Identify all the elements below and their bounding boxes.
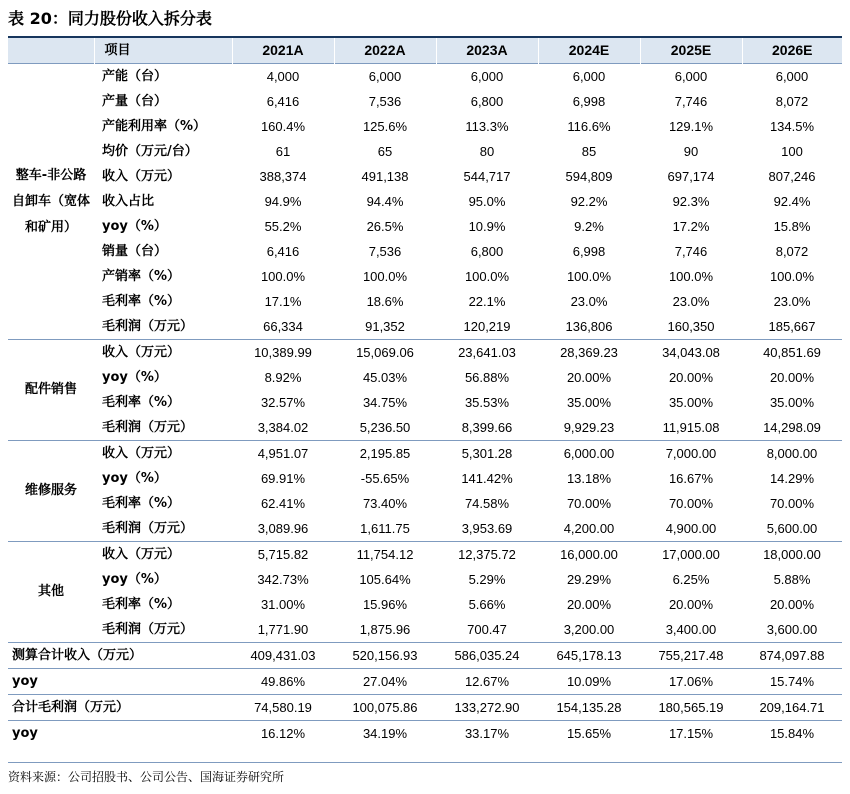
group-label: 其他 [8,542,94,643]
value-cell: 20.00% [668,370,714,385]
value-cell: 26.5% [366,219,404,234]
value-cell: 8,072 [775,94,809,109]
value-cell: 125.6% [362,119,408,134]
source-note: 资料来源：公司招股书、公司公告、国海证券研究所 [8,770,285,784]
header-blank-cell [8,38,94,64]
row-label: yoy（%） [102,471,167,486]
value-cell: 5,715.82 [232,542,334,568]
value-cell: 141.42% [461,471,513,486]
value-cell: 7,746 [674,244,708,259]
value-cell: 73.40% [362,496,408,511]
row-label: 产销率（%） [102,269,181,284]
value-cell: 20.00% [769,597,815,612]
value-cell: 15.8% [773,219,811,234]
group-label: 维修服务 [8,441,94,542]
value-cell: 8.92% [264,370,302,385]
value-cell: 49.86% [232,669,334,695]
total-row [8,643,842,669]
table-row [8,239,842,264]
header-year: 2023A [436,38,538,64]
row-label: 销量（台） [102,244,168,259]
value-cell: 32.57% [260,395,306,410]
value-cell: 10,389.99 [232,340,334,366]
table-row [8,289,842,314]
group-label: 配件销售 [8,340,94,441]
value-cell: 6,998 [572,94,606,109]
value-cell: 70.00% [668,496,714,511]
row-label: 毛利率（%） [102,496,181,511]
value-cell: 20.00% [566,597,612,612]
value-cell: 4,951.07 [232,441,334,467]
value-cell: 134.5% [769,119,815,134]
value-cell: 6,800 [470,244,504,259]
value-cell: 23,641.03 [436,340,538,366]
value-cell: 85 [581,144,597,159]
value-cell: 34,043.08 [640,340,742,366]
total-row [8,695,842,721]
table-row [8,542,842,568]
total-label: yoy [8,721,232,747]
table-row [8,592,842,617]
value-cell: 29.29% [566,572,612,587]
value-cell: 755,217.48 [640,643,742,669]
value-cell: 120,219 [463,319,511,334]
value-cell: 92.2% [570,194,608,209]
table-row [8,415,842,441]
value-cell: 105.64% [359,572,411,587]
total-label: 合计毛利润（万元） [8,695,232,721]
row-label: 毛利润（万元） [102,420,194,435]
value-cell: 6,416 [266,94,300,109]
value-cell: 544,717 [463,169,511,184]
value-cell: 70.00% [566,496,612,511]
value-cell: 34.75% [362,395,408,410]
value-cell: 70.00% [769,496,815,511]
value-cell: 160,350 [667,319,715,334]
table-title: 表 20：同力股份收入拆分表 [8,9,212,28]
total-label: yoy [8,669,232,695]
value-cell: 35.53% [464,395,510,410]
table-row [8,365,842,390]
value-cell: 31.00% [260,597,306,612]
value-cell: 17.1% [264,294,302,309]
value-cell: 6,416 [266,244,300,259]
table-row [8,139,842,164]
value-cell: 55.2% [264,219,302,234]
value-cell: 807,246 [768,169,816,184]
value-cell: 100.0% [566,269,612,284]
value-cell: 90 [683,144,699,159]
value-cell: 33.17% [436,721,538,747]
value-cell: 7,536 [368,94,402,109]
value-cell: 14.29% [769,471,815,486]
header-year: 2021A [232,38,334,64]
value-cell: 5.66% [468,597,506,612]
value-cell: 20.00% [769,370,815,385]
table-row [8,89,842,114]
value-cell: 34.19% [334,721,436,747]
value-cell: 35.00% [668,395,714,410]
value-cell: 4,900.00 [665,521,717,536]
header-year: 2022A [334,38,436,64]
value-cell: 3,400.00 [665,622,717,637]
value-cell: 74.58% [464,496,510,511]
table-row [8,214,842,239]
value-cell: 697,174 [667,169,715,184]
value-cell: 45.03% [362,370,408,385]
value-cell: 4,000 [232,64,334,90]
value-cell: 35.00% [769,395,815,410]
value-cell: 586,035.24 [436,643,538,669]
value-cell: 95.0% [468,194,506,209]
value-cell: 6,000 [538,64,640,90]
value-cell: 20.00% [566,370,612,385]
row-label: 收入（万元） [94,340,232,366]
value-cell: 27.04% [334,669,436,695]
total-label: 测算合计收入（万元） [8,643,232,669]
value-cell: 14,298.09 [763,420,821,435]
value-cell: 92.4% [773,194,811,209]
value-cell: 645,178.13 [538,643,640,669]
table-row [8,441,842,467]
value-cell: 18.6% [366,294,404,309]
value-cell: 18,000.00 [742,542,842,568]
value-cell: 3,200.00 [563,622,615,637]
value-cell: 94.9% [264,194,302,209]
value-cell: 8,399.66 [461,420,513,435]
value-cell: 1,875.96 [359,622,411,637]
value-cell: 129.1% [668,119,714,134]
value-cell: 6,000 [640,64,742,90]
value-cell: 8,000.00 [742,441,842,467]
value-cell: 17,000.00 [640,542,742,568]
value-cell: 409,431.03 [232,643,334,669]
value-cell: 10.9% [468,219,506,234]
value-cell: 15.65% [538,721,640,747]
value-cell: 388,374 [259,169,307,184]
row-label: 均价（万元/台） [102,144,198,159]
header-row [8,38,842,64]
value-cell: 100.0% [769,269,815,284]
table-row [8,264,842,289]
value-cell: 17.15% [640,721,742,747]
value-cell: 40,851.69 [742,340,842,366]
value-cell: 10.09% [538,669,640,695]
table-row [8,390,842,415]
table-row [8,114,842,139]
value-cell: 80 [479,144,495,159]
value-cell: 160.4% [260,119,306,134]
value-cell: 15.84% [742,721,842,747]
table-row [8,164,842,189]
value-cell: 91,352 [365,319,405,334]
value-cell: 100.0% [668,269,714,284]
table-row [8,189,842,214]
value-cell: 100.0% [260,269,306,284]
value-cell: 700.47 [467,622,507,637]
row-label: 毛利率（%） [102,597,181,612]
value-cell: 6,000.00 [538,441,640,467]
value-cell: 23.0% [570,294,608,309]
row-label: 产能利用率（%） [102,119,207,134]
row-label: yoy（%） [102,370,167,385]
revenue-breakdown-table [8,38,842,746]
value-cell: 15,069.06 [334,340,436,366]
row-label: 收入占比 [102,194,155,209]
row-label: 毛利润（万元） [102,319,194,334]
value-cell: 1,771.90 [257,622,309,637]
table-row [8,64,842,90]
value-cell: 185,667 [768,319,816,334]
header-year: 2024E [538,38,640,64]
table-row [8,516,842,542]
value-cell: 6,000 [334,64,436,90]
value-cell: 20.00% [668,597,714,612]
row-label: 毛利润（万元） [102,521,194,536]
table-row [8,340,842,366]
value-cell: 74,580.19 [232,695,334,721]
value-cell: 180,565.19 [640,695,742,721]
value-cell: 7,000.00 [640,441,742,467]
value-cell: 136,806 [565,319,613,334]
value-cell: 133,272.90 [436,695,538,721]
value-cell: 92.3% [672,194,710,209]
value-cell: 15.96% [362,597,408,612]
value-cell: 7,746 [674,94,708,109]
value-cell: 100.0% [464,269,510,284]
row-label: 毛利率（%） [102,294,181,309]
header-year: 2026E [742,38,842,64]
value-cell: 69.91% [260,471,306,486]
value-cell: 66,334 [263,319,303,334]
value-cell: 6,800 [470,94,504,109]
table-row [8,491,842,516]
value-cell: 23.0% [773,294,811,309]
value-cell: 13.18% [566,471,612,486]
value-cell: 62.41% [260,496,306,511]
value-cell: 6,000 [742,64,842,90]
value-cell: 94.4% [366,194,404,209]
row-label: 收入（万元） [102,169,181,184]
value-cell: 8,072 [775,244,809,259]
value-cell: 116.6% [567,119,611,134]
value-cell: 3,384.02 [257,420,309,435]
row-label: 毛利率（%） [102,395,181,410]
row-label: yoy（%） [102,219,167,234]
row-label: 产量（台） [102,94,168,109]
row-label: 毛利润（万元） [102,622,194,637]
value-cell: 16.12% [232,721,334,747]
table-row [8,314,842,340]
header-year: 2025E [640,38,742,64]
value-cell: 6,998 [572,244,606,259]
value-cell: 23.0% [672,294,710,309]
table-row [8,617,842,643]
value-cell: 6.25% [672,572,710,587]
total-row [8,721,842,747]
value-cell: 9,929.23 [563,420,615,435]
value-cell: 28,369.23 [538,340,640,366]
value-cell: 491,138 [361,169,409,184]
value-cell: 1,611.75 [360,521,410,536]
value-cell: 16.67% [668,471,714,486]
value-cell: 594,809 [565,169,613,184]
value-cell: 3,089.96 [257,521,309,536]
value-cell: 16,000.00 [538,542,640,568]
value-cell: 65 [377,144,393,159]
value-cell: 11,754.12 [334,542,436,568]
value-cell: 5.29% [468,572,506,587]
total-row [8,669,842,695]
group-label: 整车-非公路自卸车（宽体和矿用） [8,64,94,340]
value-cell: 56.88% [464,370,510,385]
value-cell: 520,156.93 [334,643,436,669]
value-cell: 209,164.71 [742,695,842,721]
value-cell: 3,953.69 [461,521,513,536]
value-cell: 5.88% [773,572,811,587]
bottom-rule [8,762,842,763]
table-row [8,466,842,491]
value-cell: 5,301.28 [436,441,538,467]
value-cell: 3,600.00 [766,622,818,637]
row-label: yoy（%） [102,572,167,587]
value-cell: 61 [275,144,291,159]
value-cell: 11,915.08 [662,420,720,435]
value-cell: -55.65% [360,471,410,486]
value-cell: 100.0% [362,269,408,284]
value-cell: 35.00% [566,395,612,410]
value-cell: 100,075.86 [334,695,436,721]
value-cell: 15.74% [742,669,842,695]
header-item: 项目 [94,38,232,64]
value-cell: 154,135.28 [538,695,640,721]
table-row [8,567,842,592]
row-label: 产能（台） [94,64,232,90]
value-cell: 7,536 [368,244,402,259]
value-cell: 12.67% [436,669,538,695]
value-cell: 5,600.00 [766,521,818,536]
row-label: 收入（万元） [94,542,232,568]
value-cell: 6,000 [436,64,538,90]
value-cell: 342.73% [257,572,309,587]
value-cell: 113.3% [465,119,509,134]
value-cell: 5,236.50 [359,420,411,435]
value-cell: 100 [781,144,803,159]
value-cell: 12,375.72 [436,542,538,568]
row-label: 收入（万元） [94,441,232,467]
value-cell: 2,195.85 [334,441,436,467]
value-cell: 17.2% [672,219,710,234]
value-cell: 874,097.88 [742,643,842,669]
value-cell: 17.06% [640,669,742,695]
value-cell: 9.2% [574,219,604,234]
value-cell: 22.1% [468,294,506,309]
value-cell: 4,200.00 [563,521,615,536]
